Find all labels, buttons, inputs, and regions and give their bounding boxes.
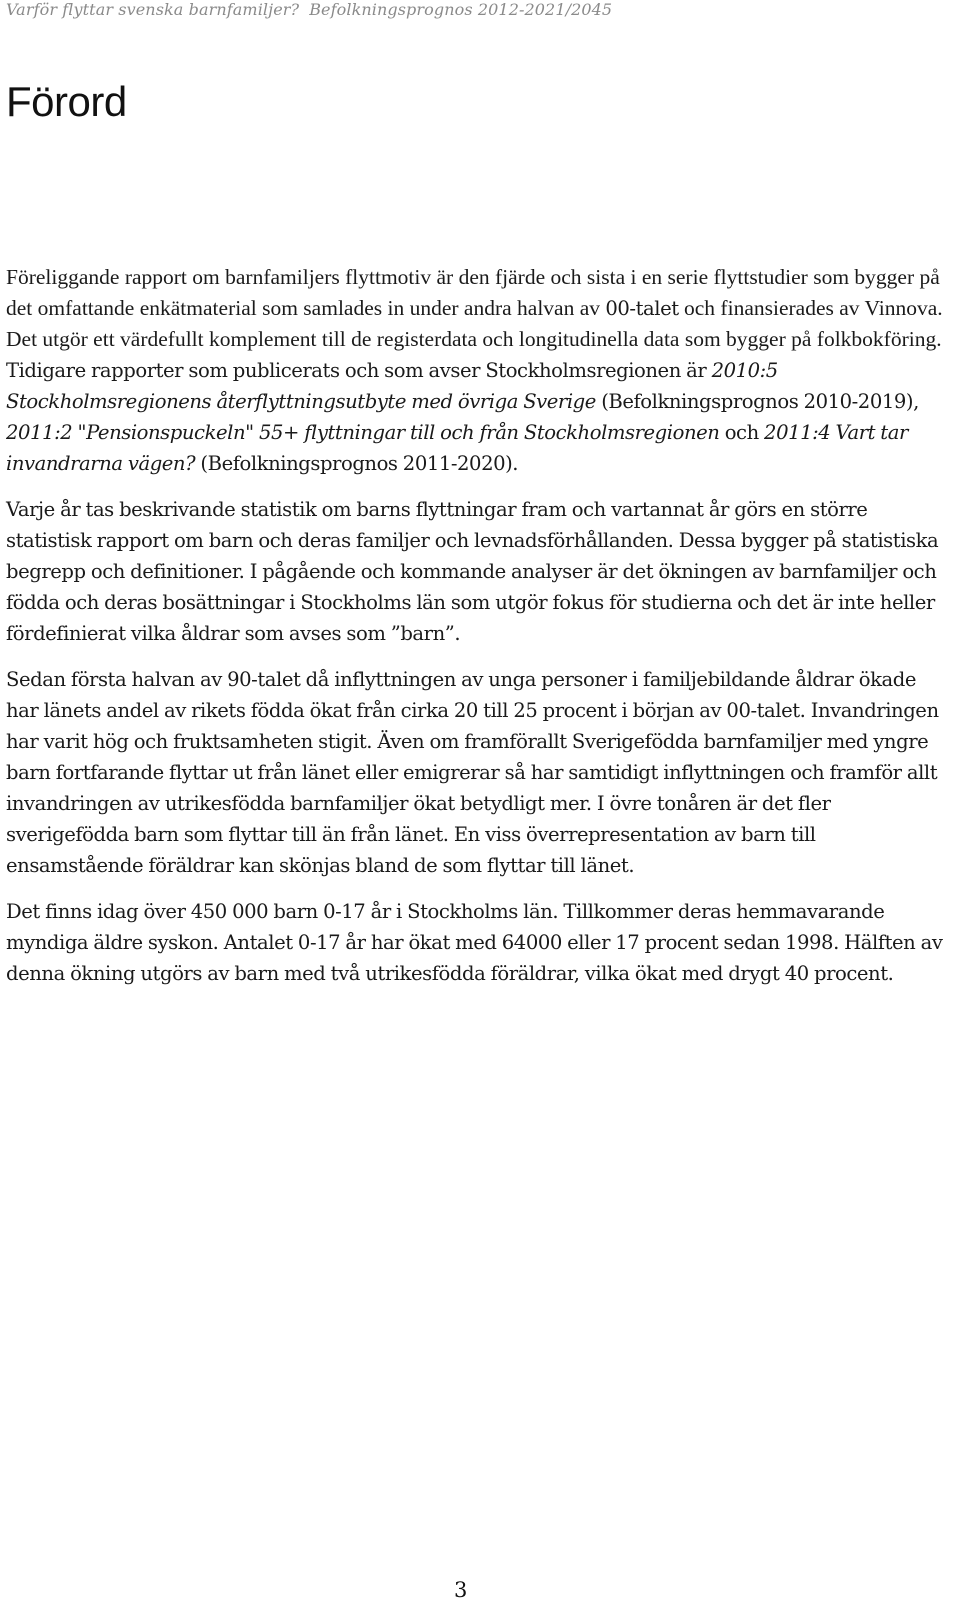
paragraph-1-part-4: Tidigare rapporter som publicerats och som avser Stockholmsregionen är: [6, 359, 712, 382]
paragraph-2: Varje år tas beskrivande statistik om barns flyttningar fram och vartannat år görs en större statistisk rapport om barn och deras familjer och levnadsförhållanden. Dessa bygger på statistiska begrepp och definitioner. I pågående och kommande analyser är det ökningen av barnfamiljer och födda och deras bosättningar i Stockholms län som utgör fokus för studierna och det är inte heller fördefinierat vilka åldrar som avses som ”barn”.: [6, 498, 939, 645]
paragraph-1-part-6: (Befolkningsprognos 2010-2019),: [595, 390, 919, 413]
paragraph-3: Sedan första halvan av 90-talet då inflyttningen av unga personer i familjebildande åldrar ökade har länets andel av rikets födda ökat från cirka 20 till 25 procent i början av 00-talet. Invandringen har varit hög och fruktsamheten stigit. Även om framförallt Sverigefödda barnfamiljer med yngre barn fortfarande flyttar ut från länet eller emigrerar så har samtidigt inflyttningen och framför allt invandringen av utrikesfödda barnfamiljer ökat betydligt mer. I övre tonåren är det fler sverigefödda barn som flyttar till än från länet. En viss överrepresentation av barn till ensamstående föräldrar kan skönjas bland de som flyttar till länet.: [6, 668, 939, 877]
page-number: 3: [454, 1578, 468, 1602]
running-header-report: Befolkningsprognos 2012-2021/2045: [309, 0, 613, 19]
paragraph-4: Det finns idag över 450 000 barn 0-17 år i Stockholms län. Tillkommer deras hemmavarande myndiga äldre syskon. Antalet 0-17 år har ökat med 64000 eller 17 procent sedan 1998. Hälften av denna ökning utgörs av barn med två utrikesfödda föräldrar, vilka ökat med drygt 40 procent.: [6, 900, 943, 985]
paragraph-1-part-8: och: [719, 421, 765, 444]
report-title-2010-5: 2010:5 Stockholmsregionens återflyttningsutbyte med övriga Sverige: [6, 359, 778, 413]
report-title-2011-2: 2011:2 "Pensionspuckeln" 55+ flyttningar till och från Stockholmsregionen: [6, 421, 720, 444]
paragraph-1-part-1: Föreliggande rapport om barnfamiljers flyttmotiv är den fjärde och sista i en serie flyttstudier som bygger på det omfattande enkätmaterial som samlades in under andra halvan av: [6, 265, 940, 320]
paragraph-1-part-3: och finansierades av Vinnova. Det utgör ett värdefullt komplement till de registerdata och longitudinella data som bygger på folkbokföring.: [6, 296, 943, 351]
report-title-2011-4: 2011:4 Vart tar invandrarna vägen?: [6, 421, 908, 475]
paragraph-1-part-2: 00-talet: [605, 297, 679, 320]
running-header-title: Varför flyttar svenska barnfamiljer?: [6, 0, 300, 19]
paragraph-1: [6, 262, 951, 479]
paragraph-1-part-10: (Befolkningsprognos 2011-2020).: [195, 452, 519, 475]
page-title: Förord: [6, 78, 127, 125]
running-header: [6, 0, 612, 19]
body-text: [6, 262, 951, 1004]
